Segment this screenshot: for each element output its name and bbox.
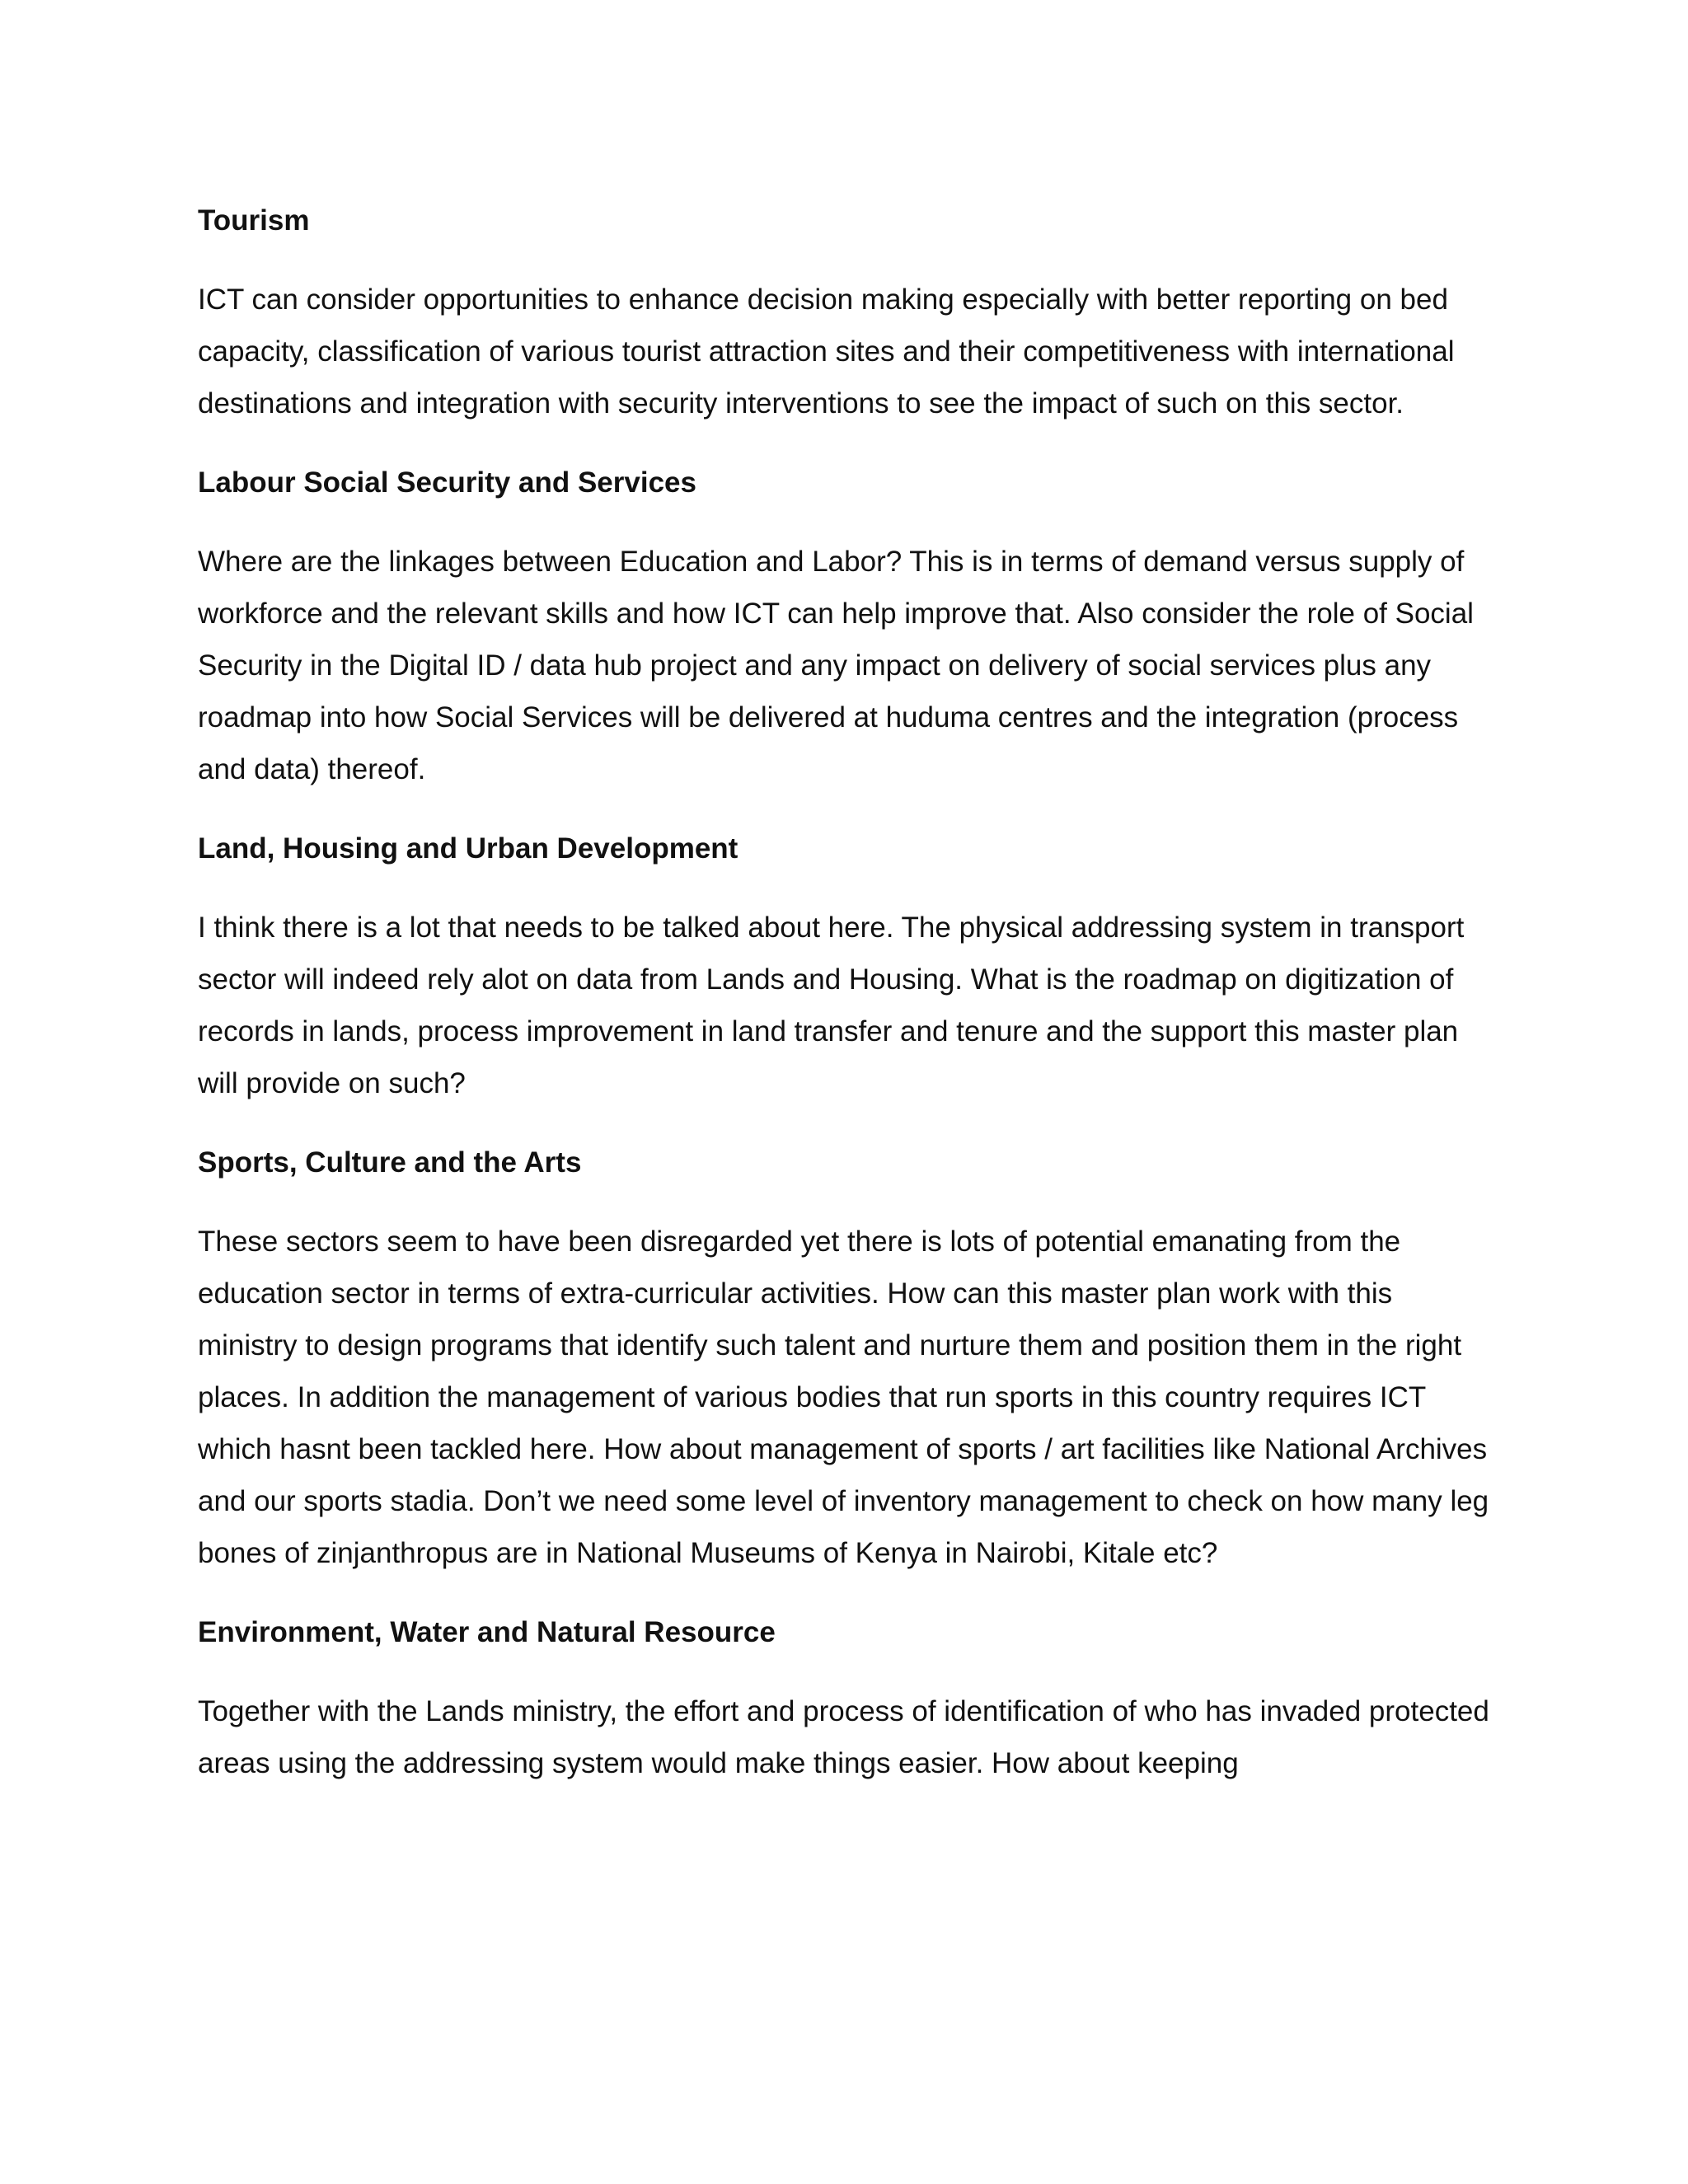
section-paragraph: Together with the Lands ministry, the effort and process of identification of who has invaded protected areas using the addressing system would make things easier. How about keeping	[198, 1695, 1489, 1779]
section-paragraph: These sectors seem to have been disregarded yet there is lots of potential emanating from the education sector in terms of extra-curricular activities. How can this master plan work with this ministry to design programs that identify such talent and nurture them and position them in the right places. In addition the management of various bodies that run sports in this country requires ICT which hasnt been tackled here. How about management of sports / art facilities like National Archives and our sports stadia. Don’t we need some level of inventory management to check on how many leg bones of zinjanthropus are in National Museums of Kenya in Nairobi, Kitale etc?	[198, 1226, 1489, 1569]
section-heading: Tourism	[198, 204, 310, 237]
section-land-housing	[198, 823, 1490, 1109]
section-heading: Land, Housing and Urban Development	[198, 832, 738, 865]
section-environment-water	[198, 1606, 1490, 1789]
section-heading: Labour Social Security and Services	[198, 466, 696, 499]
section-paragraph: Where are the linkages between Education and Labor? This is in terms of demand versus supply of workforce and the relevant skills and how ICT can help improve that. Also consider the role of Social Security in the Digital ID / data hub project and any impact on delivery of social services plus any roadmap into how Social Services will be delivered at huduma centres and the integration (process and data) thereof.	[198, 546, 1474, 785]
section-heading: Environment, Water and Natural Resource	[198, 1616, 776, 1648]
section-paragraph: ICT can consider opportunities to enhance decision making especially with better reporting on bed capacity, classification of various tourist attraction sites and their competitiveness with international destinations and integration with security interventions to see the impact of such on this sector.	[198, 284, 1455, 419]
section-tourism	[198, 194, 1490, 429]
section-heading: Sports, Culture and the Arts	[198, 1146, 582, 1179]
section-sports-culture-arts	[198, 1137, 1490, 1579]
section-labour-social-security	[198, 457, 1490, 795]
section-paragraph: I think there is a lot that needs to be talked about here. The physical addressing system in transport sector will indeed rely alot on data from Lands and Housing. What is the roadmap on digitization of records in lands, process improvement in land transfer and tenure and the support this master plan will provide on such?	[198, 912, 1465, 1099]
